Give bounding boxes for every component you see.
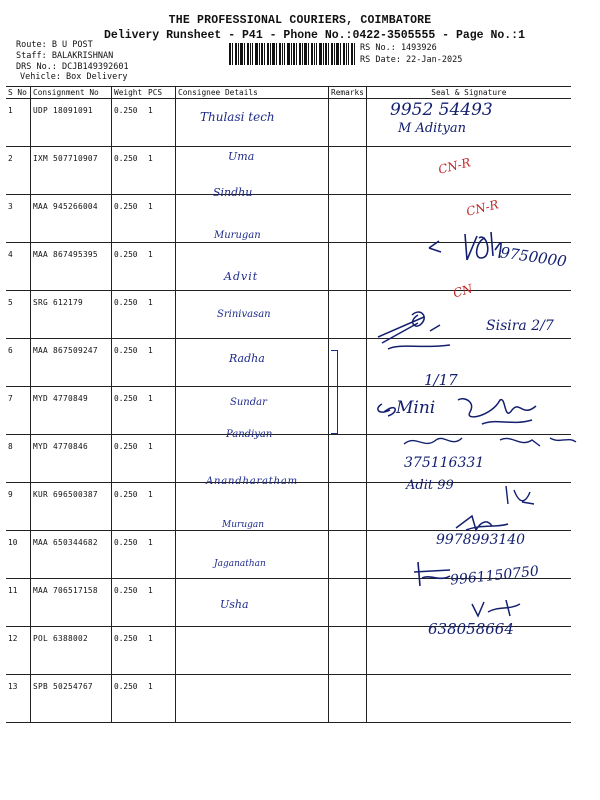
hw-consignee-5: Advit [224, 270, 259, 283]
cell-consignment-no: MAA 706517158 [31, 579, 112, 627]
col-remarks: Remarks [329, 87, 367, 99]
cell-consignment-no: SRG 612179 [31, 291, 112, 339]
cell-weight: 0.250 [112, 483, 147, 531]
cell-consignee-details [176, 627, 329, 675]
cell-pcs: 1 [146, 291, 176, 339]
hw-stamp-2: CN-R [436, 155, 472, 177]
hw-sign-10-name: Adit 99 [406, 478, 454, 493]
vehicle-label: Vehicle: Box Delivery [20, 72, 128, 82]
cell-consignee-details [176, 387, 329, 435]
col-signature: Seal & Signature [366, 87, 571, 99]
company-title: THE PROFESSIONAL COURIERS, COIMBATORE [168, 14, 432, 27]
cell-pcs: 1 [146, 531, 176, 579]
hw-consignee-3: Sindhu [213, 186, 253, 199]
hw-signature-10 [500, 482, 540, 508]
cell-consignment-no: MAA 650344682 [31, 531, 112, 579]
hw-sign-4-phone: 9750000 [499, 243, 568, 271]
hw-consignee-10: Anandharatham [206, 476, 298, 487]
cell-weight: 0.250 [112, 291, 147, 339]
table-row [6, 147, 571, 195]
cell-remarks [329, 627, 367, 675]
cell-weight: 0.250 [112, 627, 147, 675]
cell-weight: 0.250 [112, 579, 147, 627]
cell-consignment-no: UDP 18091091 [31, 99, 112, 147]
hw-signature-13 [466, 596, 526, 620]
table-header-row [6, 87, 571, 99]
col-pcs: PCS [146, 87, 176, 99]
cell-consignment-no: MAA 867509247 [31, 339, 112, 387]
cell-sno: 5 [6, 291, 31, 339]
rs-number: RS No.: 1493926 [360, 43, 437, 53]
hw-bracket-mark [331, 350, 338, 434]
cell-pcs: 1 [146, 243, 176, 291]
cell-consignment-no: KUR 696500387 [31, 483, 112, 531]
hw-sign-7-mark: 1/17 [424, 371, 458, 389]
table-row [6, 675, 571, 723]
hw-sign-13-phone: 638058664 [428, 620, 514, 638]
cell-seal-signature [366, 147, 571, 195]
hw-consignee-7: Radha [229, 352, 265, 365]
cell-consignment-no: IXM 507710907 [31, 147, 112, 195]
cell-sno: 1 [6, 99, 31, 147]
cell-weight: 0.250 [112, 195, 147, 243]
cell-pcs: 1 [146, 675, 176, 723]
col-consignment: Consignment No [31, 87, 112, 99]
cell-sno: 4 [6, 243, 31, 291]
hw-sign-6-name: Sisira 2/7 [486, 318, 554, 334]
cell-sno: 3 [6, 195, 31, 243]
cell-consignment-no: MYD 4770849 [31, 387, 112, 435]
cell-remarks [329, 243, 367, 291]
hw-signature-6 [368, 305, 478, 353]
cell-pcs: 1 [146, 627, 176, 675]
cell-sno: 13 [6, 675, 31, 723]
cell-weight: 0.250 [112, 243, 147, 291]
cell-consignee-details [176, 243, 329, 291]
cell-remarks [329, 675, 367, 723]
cell-pcs: 1 [146, 435, 176, 483]
drs-number: DRS No.: DCJB149392601 [16, 62, 129, 72]
cell-consignment-no: MAA 945266004 [31, 195, 112, 243]
hw-sign-12-phone: 9961150750 [449, 563, 540, 589]
cell-consignee-details [176, 579, 329, 627]
cell-consignment-no: POL 6388002 [31, 627, 112, 675]
cell-pcs: 1 [146, 99, 176, 147]
cell-remarks [329, 435, 367, 483]
barcode-image [229, 43, 355, 65]
cell-remarks [329, 579, 367, 627]
hw-consignee-12: Jaganathan [214, 559, 266, 569]
hw-signature-9 [400, 430, 580, 456]
hw-consignee-2: Uma [228, 150, 255, 163]
staff-label: Staff: BALAKRISHNAN [16, 51, 114, 61]
cell-pcs: 1 [146, 483, 176, 531]
cell-pcs: 1 [146, 195, 176, 243]
hw-signature-4 [425, 228, 503, 264]
cell-weight: 0.250 [112, 531, 147, 579]
cell-sno: 12 [6, 627, 31, 675]
hw-sign-8-name: Mini [396, 398, 436, 418]
cell-remarks [329, 147, 367, 195]
cell-sno: 7 [6, 387, 31, 435]
col-weight: Weight [112, 87, 147, 99]
runsheet-subtitle: Delivery Runsheet - P41 - Phone No.:0422-3505555 - Page No.:1 [104, 29, 525, 42]
hw-signature-11 [452, 512, 512, 534]
hw-consignee-1: Thulasi tech [200, 110, 275, 124]
hw-stamp-5: CN [451, 281, 475, 301]
cell-weight: 0.250 [112, 675, 147, 723]
table-row [6, 339, 571, 387]
cell-consignee-details [176, 675, 329, 723]
hw-consignee-9: Pandiyan [226, 429, 273, 440]
rs-date: RS Date: 22-Jan-2025 [360, 55, 463, 65]
cell-remarks [329, 195, 367, 243]
cell-pcs: 1 [146, 339, 176, 387]
cell-consignment-no: SPB 50254767 [31, 675, 112, 723]
cell-weight: 0.250 [112, 339, 147, 387]
cell-pcs: 1 [146, 147, 176, 195]
col-sno: S No [6, 87, 31, 99]
cell-sno: 11 [6, 579, 31, 627]
hw-sign-1-name: M Adityan [398, 121, 467, 136]
hw-consignee-13: Usha [220, 598, 249, 611]
cell-sno: 10 [6, 531, 31, 579]
hw-sign-9-phone: 375116331 [404, 455, 485, 471]
cell-remarks [329, 483, 367, 531]
cell-remarks [329, 531, 367, 579]
cell-weight: 0.250 [112, 99, 147, 147]
route-label: Route: B U POST [16, 40, 93, 50]
cell-consignment-no: MYD 4770846 [31, 435, 112, 483]
cell-pcs: 1 [146, 387, 176, 435]
cell-pcs: 1 [146, 579, 176, 627]
cell-consignment-no: MAA 867495395 [31, 243, 112, 291]
hw-sign-1-phone: 9952 54493 [390, 100, 493, 120]
hw-consignee-4: Murugan [214, 230, 261, 241]
cell-consignee-details [176, 531, 329, 579]
hw-stamp-3: CN-R [464, 197, 500, 219]
cell-sno: 2 [6, 147, 31, 195]
cell-remarks [329, 99, 367, 147]
cell-sno: 6 [6, 339, 31, 387]
hw-consignee-8: Sundar [230, 397, 267, 408]
cell-weight: 0.250 [112, 387, 147, 435]
cell-remarks [329, 291, 367, 339]
cell-weight: 0.250 [112, 147, 147, 195]
hw-signature-12 [410, 558, 454, 588]
hw-consignee-11: Murugan [222, 520, 265, 530]
col-consignee: Consignee Details [176, 87, 329, 99]
cell-sno: 9 [6, 483, 31, 531]
cell-weight: 0.250 [112, 435, 147, 483]
hw-sign-11-phone: 9978993140 [436, 532, 526, 548]
cell-sno: 8 [6, 435, 31, 483]
cell-seal-signature [366, 675, 571, 723]
hw-consignee-6: Srinivasan [217, 309, 271, 320]
